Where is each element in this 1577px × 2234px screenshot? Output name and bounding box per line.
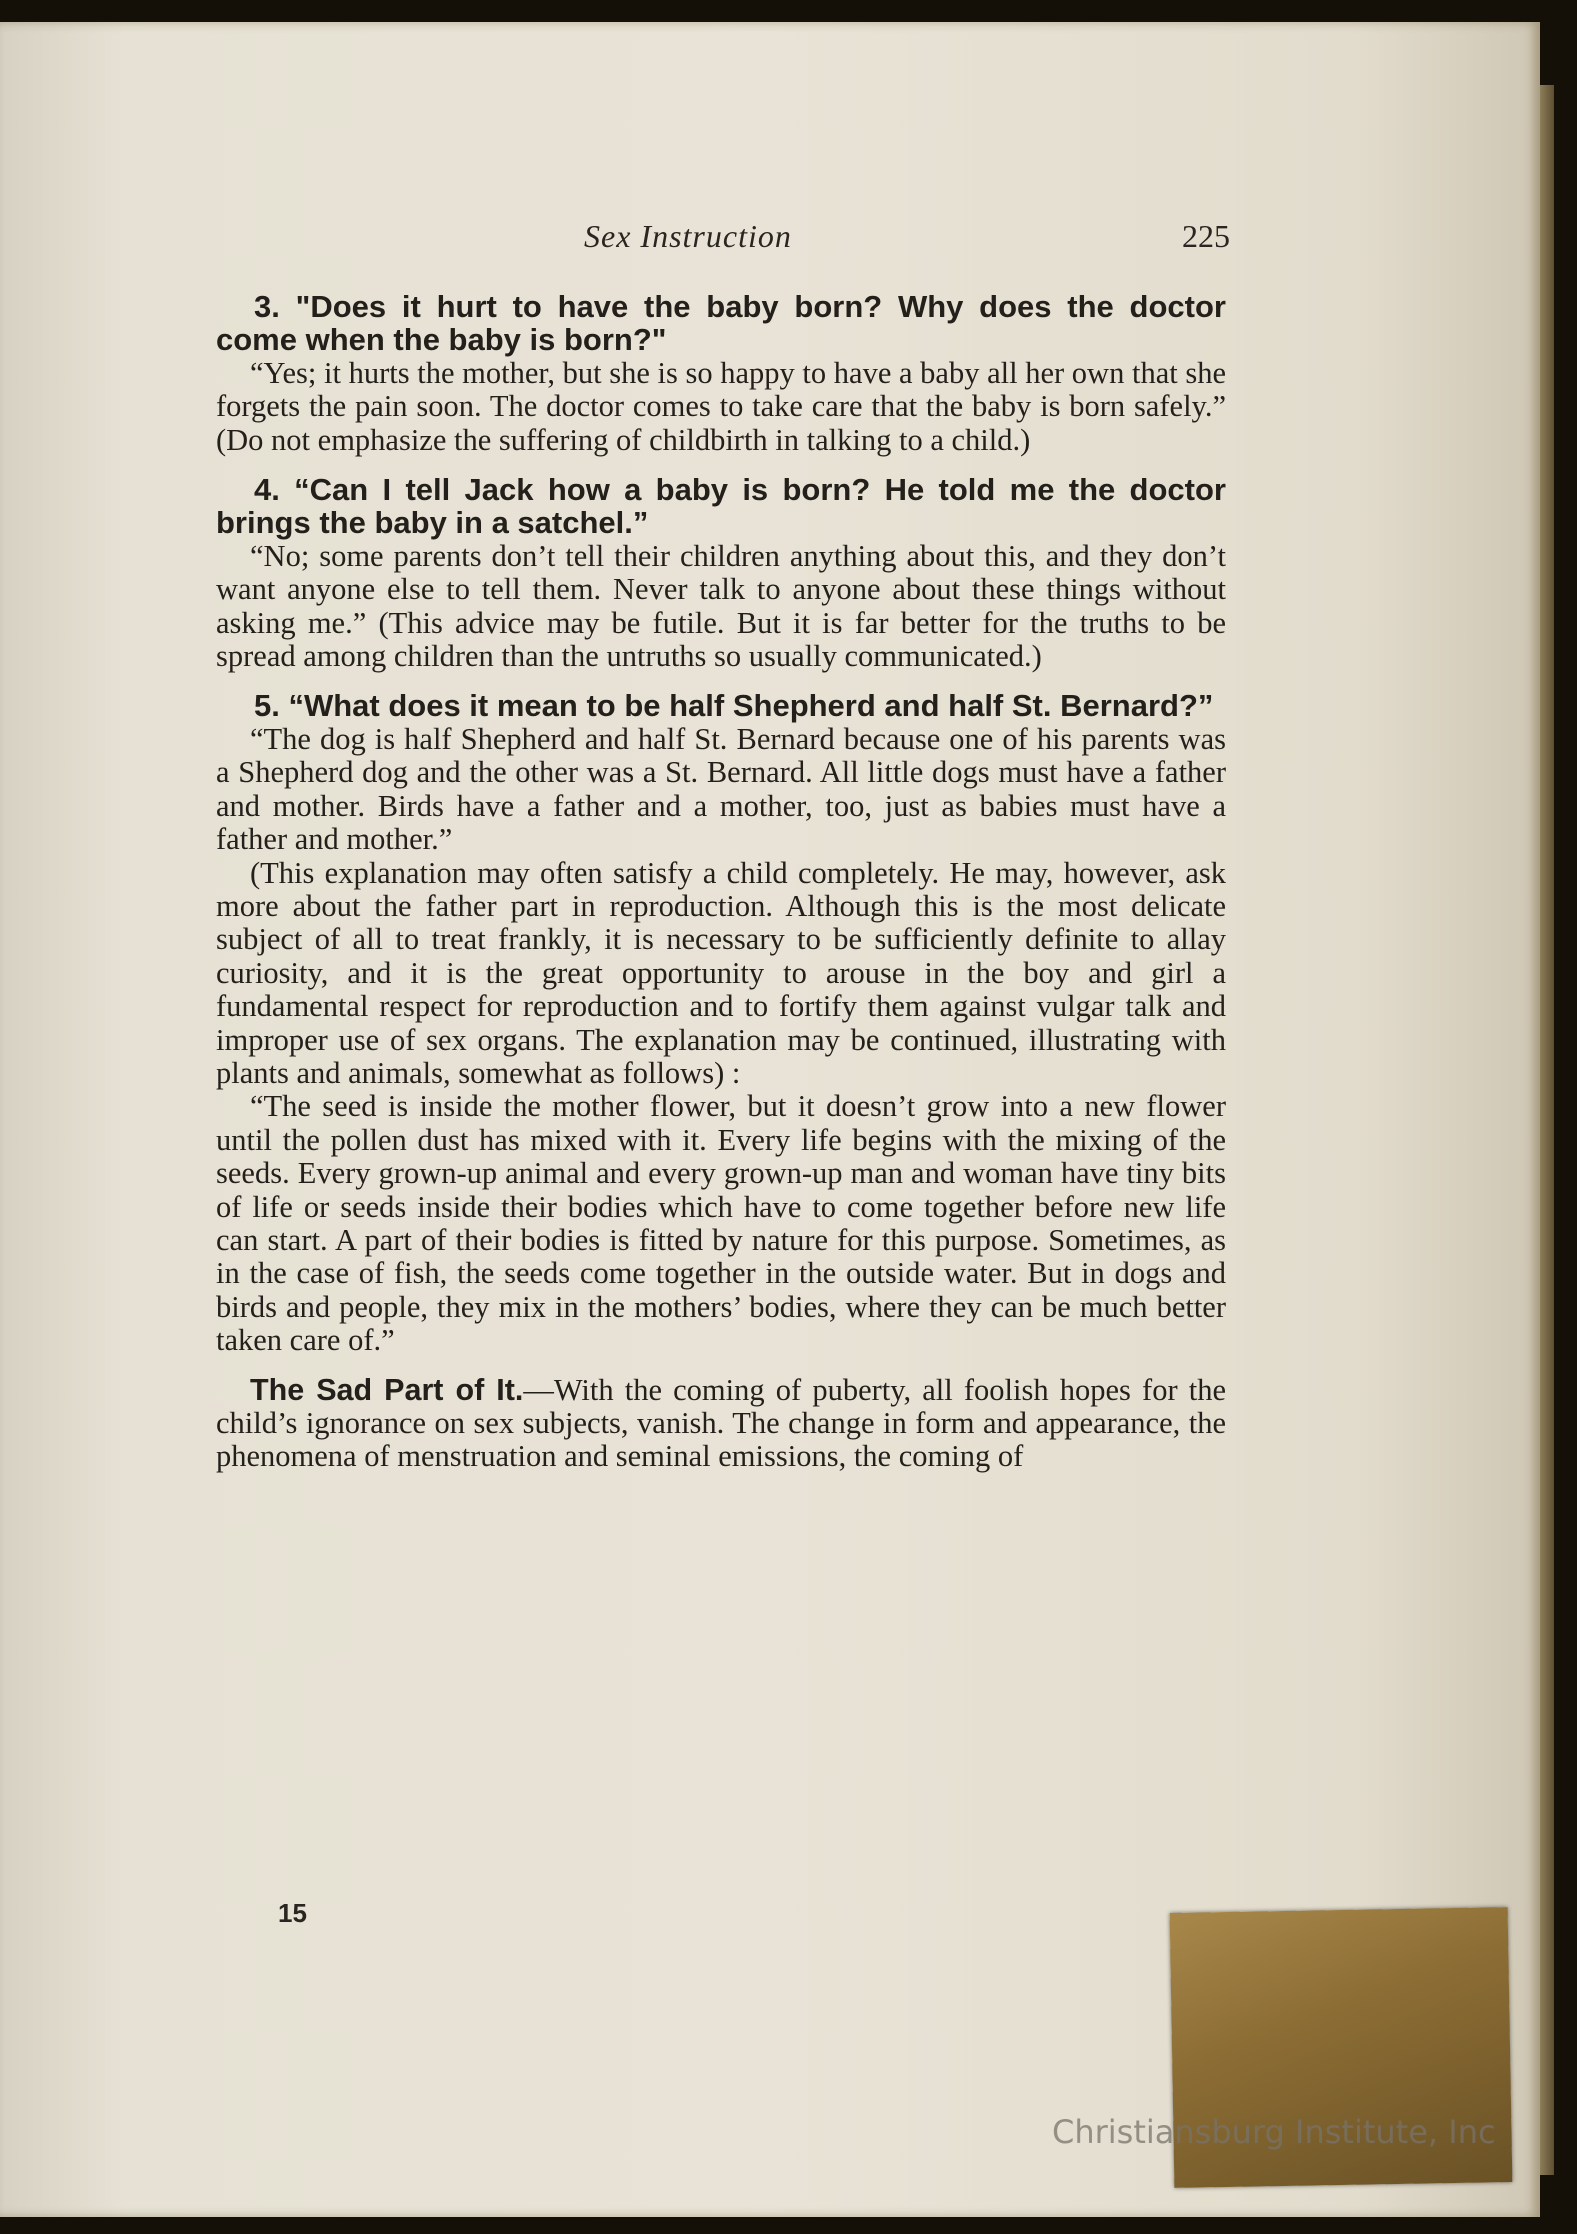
answer-3: “Yes; it hurts the mother, but she is so happy to have a baby all her own that she forgets the pain soon. The doctor comes to take care that the baby is born safely.” (Do not emphasize the suffering of childbirth in talking to a child.) <box>216 355 1226 457</box>
question-5: 5. “What does it mean to be half Shepherd and half St. Bernard?” <box>254 688 1214 724</box>
page-edge <box>1540 85 1554 2175</box>
explanation-note: (This explanation may often satisfy a child completely. He may, however, ask more about the father part in reproduction. Although this is the most delicate subject of all to treat frankly, it is necessary to be sufficiently definite to allay curiosity, and it is the great opportunity to arouse in the boy and girl a fundamental respect for reproduction and to fortify them against vulgar talk and improper use of sex organs. The explanation may be continued, illustrating with plants and animals, somewhat as follows) : <box>216 855 1226 1090</box>
running-head: Sex Instruction <box>584 218 792 254</box>
signature-mark: 15 <box>278 1898 307 1928</box>
answer-5: “The dog is half Shepherd and half St. Bernard because one of his parents was a Shepherd dog and the other was a St. Bernard. All little dogs must have a father and mother. Birds have a father and a mother, too, just as babies must have a father and mother.” <box>216 721 1226 857</box>
answer-4: “No; some parents don’t tell their children anything about this, and they don’t want anyone else to tell them. Never talk to anyone about these things without asking me.” (This advice may be futile. But it is far better for the truths to be spread among children than the untruths so usually communicated.) <box>216 538 1226 674</box>
sad-part-heading: The Sad Part of It. <box>250 1372 524 1407</box>
question-3: 3. "Does it hurt to have the baby born? Why does the doctor come when the baby is born?" <box>216 289 1226 358</box>
question-4: 4. “Can I tell Jack how a baby is born? He told me the doctor brings the baby in a satchel.” <box>216 472 1226 541</box>
watermark: Christiansburg Institute, Inc <box>1052 2113 1496 2151</box>
body-text <box>216 290 1226 1474</box>
sad-part-text: —With the coming of puberty, all foolish hopes for the child’s ignorance on sex subjects, vanish. The change in form and appearance, the phenomena of menstruation and seminal emissions, the coming of <box>216 1372 1227 1474</box>
sad-part-paragraph <box>216 1374 1226 1474</box>
page-header <box>216 218 1230 262</box>
page-number: 225 <box>1182 218 1230 254</box>
seed-explanation: “The seed is inside the mother flower, but it doesn’t grow into a new flower until the pollen dust has mixed with it. Every life begins with the mixing of the seeds. Every grown-up animal and every grown-up man and woman have tiny bits of life or seeds inside their bodies which have to come together before new life can start. A part of their bodies is fitted by nature for this purpose. Sometimes, as in the case of fish, the seeds come together in the outside water. But in dogs and birds and people, they mix in the mothers’ bodies, where they can be much better taken care of.” <box>216 1089 1226 1358</box>
